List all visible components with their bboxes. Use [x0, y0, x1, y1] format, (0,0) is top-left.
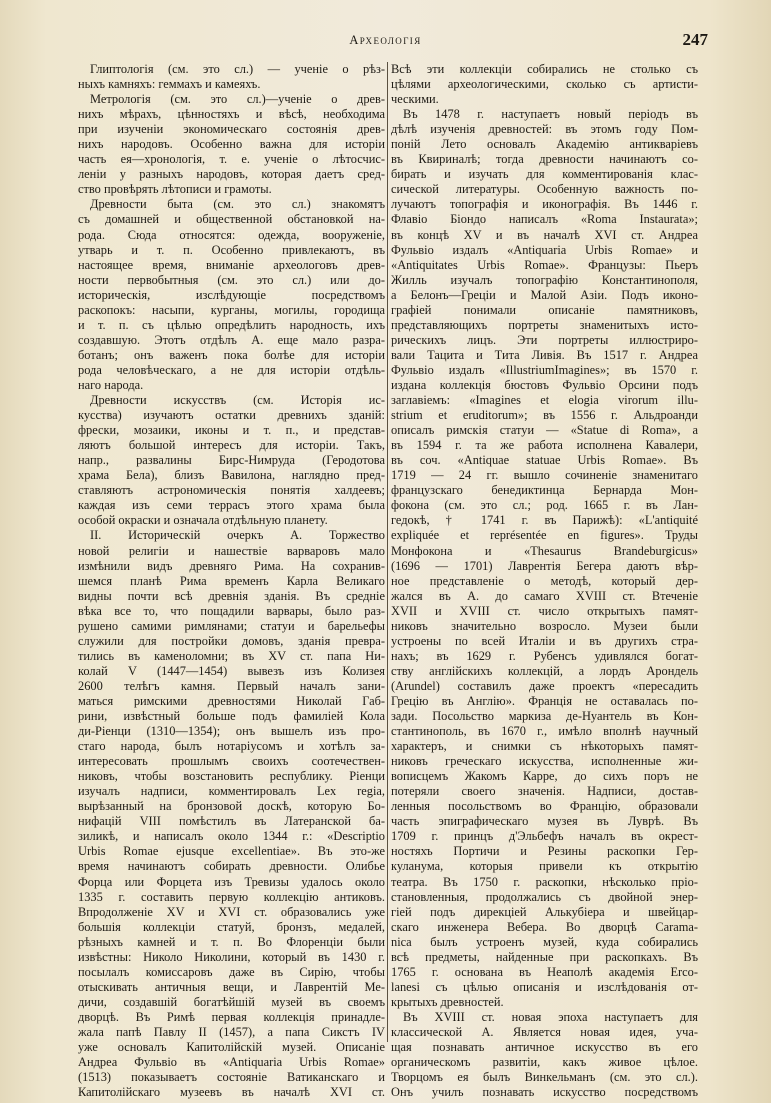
text-line: бирать и изучать для комментированія клас- — [391, 167, 698, 182]
text-line: ности первобытныя (см. это сл.) или до- — [78, 272, 385, 287]
text-line: органическомъ развитіи, какъ живое цѣлое. — [391, 1055, 698, 1070]
text-line: никовъ греческаго искусства, исполненные жи- — [391, 754, 698, 769]
text-line: жался въ А. до самаго XVIII ст. Втеченіе — [391, 588, 698, 603]
text-line: въ Квириналѣ; тогда древности начинаютъ со- — [391, 152, 698, 167]
text-line: напр., развалины Бирс-Нимруда (Геродотова — [78, 453, 385, 468]
text-line: въ соч. «Antiquae statuae Urbis Romae». Въ — [391, 453, 698, 468]
text-line: ныхъ камняхъ: геммахъ и камеяхъ. — [78, 77, 261, 92]
text-line: изучалъ надписи, комментировалъ Lex regia, — [78, 784, 385, 799]
text-line: особой окраски и означала отдѣльную планету. — [78, 513, 328, 528]
text-line: фокона (см. это сл.; род. 1665 г. въ Лан- — [391, 498, 698, 513]
text-line: Фульвіо издалъ «IllustriumImagines»; въ 1570 г. — [391, 362, 698, 377]
text-line: рушено самими римлянами; статуи и барельефы — [78, 618, 385, 633]
text-line: создавшую. Этотъ отдѣлъ А. еще мало разра- — [78, 332, 385, 347]
text-line: храма Бела), близъ Вавилона, наглядно пред- — [78, 468, 385, 483]
text-line: рини, извѣстный больше подъ фамиліей Кола — [78, 709, 385, 724]
text-line: Метрологія (см. это сл.)—ученіе о древ- — [90, 92, 385, 107]
column-divider — [387, 62, 388, 1042]
text-line: ляютъ большой интересъ для исторіи. Такъ, — [78, 438, 385, 453]
text-line: ностяхъ Портичи и Резины раскопки Гер- — [391, 844, 698, 859]
text-line: дворцѣ. Въ Римѣ первая коллекція принадле- — [78, 1009, 385, 1024]
text-line: новой религіи и нашествіе варваровъ мало — [78, 543, 385, 558]
text-line: Андреа Фульвіо въ «Antiquaria Urbis Romae» — [78, 1055, 385, 1070]
text-line: (1696 — 1701) Лаврентія Бегера даютъ вѣр- — [391, 558, 698, 573]
text-line: тились въ каменоломни; въ XV ст. папа Ни- — [78, 648, 385, 663]
text-line: большія коллекціи статуй, бронзъ, медалей, — [78, 919, 385, 934]
text-line: нифацій VIII помѣстилъ въ Латеранской ба- — [78, 814, 385, 829]
text-line: характеръ, и снимки съ нѣкоторыхъ памят- — [391, 739, 698, 754]
text-line: Въ 1478 г. наступаетъ новый періодъ въ — [403, 107, 698, 122]
text-line: гедокѣ, † 1741 г. въ Парижѣ): «L'antiquité — [391, 513, 698, 528]
text-line: становленныя, продолжались съ двойной энер- — [391, 889, 698, 904]
text-line: ди-Ріенци (1310—1354); онъ вышелъ изъ про- — [78, 724, 385, 739]
text-line: колай V (1447—1454) вывезъ изъ Колизея — [78, 663, 385, 678]
text-line: часть эпиграфическаго музея въ Луврѣ. Въ — [391, 814, 698, 829]
text-line: устроены по всей Италіи и въ другихъ стра- — [391, 633, 698, 648]
text-line: ство провѣрять лѣтописи и грамоты. — [78, 182, 272, 197]
text-line: Древности быта (см. это сл.) знакомятъ — [90, 197, 385, 212]
text-line: каждая изъ семи террасъ этого храма была — [78, 498, 385, 513]
text-line: вали Тацита и Тита Ливія. Въ 1517 г. Андреа — [391, 347, 698, 362]
text-line: Жилль изучалъ топографію Константинополя, — [391, 272, 698, 287]
text-line: (1513) показываетъ состояніе Ватиканскаго и — [78, 1070, 385, 1085]
text-line: 1719 — 24 гг. вышло сочиненіе знаменитаго — [391, 468, 698, 483]
text-line: рода. Сюда относятся: одежда, вооруженіе, — [78, 227, 385, 242]
text-line: фрески, мозаики, иконы и т. п., и представ- — [78, 423, 385, 438]
text-line: интересовать прошлымъ своихъ соотечествен- — [78, 754, 385, 769]
text-line: Urbis Romae ejusque excellentiae». Въ это-же — [78, 844, 385, 859]
text-line: потеряли своего значенія. Надписи, достав- — [391, 784, 698, 799]
text-line: лучаютъ топографія и иконографія. Въ 1446 г. — [391, 197, 698, 212]
text-line: рѣзныхъ камней и т. п. Во Флоренціи были — [78, 934, 385, 949]
text-line: Глиптологія (см. это сл.) — ученіе о рѣз- — [90, 62, 385, 76]
text-line: вописцемъ Жакомъ Карре, до сихъ поръ не — [391, 769, 698, 784]
text-line: измѣнили видъ древняго Рима. На сохранив- — [78, 558, 385, 573]
text-line: Всѣ эти коллекціи собирались не столько съ — [391, 62, 698, 76]
text-line: дѣлѣ изученія древностей: въ этомъ году Пом- — [391, 122, 698, 137]
text-line: II. Историческій очеркъ А. Торжество — [90, 528, 385, 543]
text-line: раскопокъ: насыпи, курганы, могилы, городища — [78, 302, 385, 317]
text-line: посылалъ комиссаровъ даже въ Сирію, чтобы — [78, 964, 385, 979]
text-line: леніи у разныхъ народовъ, которая даетъ сред- — [78, 167, 385, 182]
text-line: зиликѣ, и написалъ около 1344 г.: «Descriptio — [78, 829, 385, 844]
text-line: сической литературы. Особенную важность по- — [391, 182, 698, 197]
text-line: кусства) изучаютъ остатки древнихъ зданій: — [78, 408, 385, 423]
text-line: а Белонъ—Греціи и Малой Азіи. Подъ иконо- — [391, 287, 698, 302]
text-line: съ домашней и общественной обстановкой на- — [78, 212, 385, 227]
text-line: скаго инженера Вебера. Во дворцѣ Caramа- — [391, 919, 698, 934]
text-line: Флавіо Біондо написалъ «Roma Instaurata»; — [391, 212, 698, 227]
text-line: представляющихъ портреты знаменитыхъ исто- — [391, 317, 698, 332]
text-line: «Antiquitates Urbis Romae». Французы: Пьеръ — [391, 257, 698, 272]
text-line: ставляютъ астрономическія понятія халдеевъ; — [78, 483, 385, 498]
text-line: (Arundel) составилъ даже проектъ «пересадить — [391, 678, 698, 693]
text-line: гіей подъ дирекціей Алькубіера и швейцар- — [391, 904, 698, 919]
text-line: часть ея—хронологія, т. е. ученіе о лѣтосчис- — [78, 152, 385, 167]
running-title: Археологія — [349, 33, 422, 47]
right-column — [391, 62, 698, 1100]
text-line: куланума, которыя привели къ открытію — [391, 859, 698, 874]
text-line: 1765 г. основана въ Неаполѣ академія Erco- — [391, 964, 698, 979]
text-line: lanesi съ цѣлью описанія и изслѣдованія от- — [391, 979, 698, 994]
text-line: Монфокона и «Thesaurus Brandeburgicus» — [391, 543, 698, 558]
text-line: ботанъ; онъ важенъ пока болѣе для исторіи — [78, 347, 385, 362]
text-line: XVII и XVIII ст. число открытыхъ памят- — [391, 603, 698, 618]
text-line: всѣ предметы, найденные при раскопкахъ. Въ — [391, 949, 698, 964]
text-line: Грецію въ Англію». Франція не оставалась по- — [391, 693, 698, 708]
text-line: Впродолженіе XV и XVI ст. образовались уже — [78, 904, 385, 919]
text-line: 1335 г. составить первую коллекцію антиковъ. — [78, 889, 385, 904]
text-line: шемся планѣ Рима временъ Карла Великаго — [78, 573, 385, 588]
text-line: nica былъ устроенъ музей, куда собирались — [391, 934, 698, 949]
text-line: strium et eruditorum»; въ 1556 г. Альдроанди — [391, 408, 698, 423]
text-line: ческими. — [391, 92, 439, 107]
text-line: Фульвіо издалъ «Antiquaria Urbis Romae» и — [391, 242, 698, 257]
text-line: утварь и т. п. Особенно привлекаютъ, въ — [78, 242, 385, 257]
text-line: стантинополь, въ 1670 г., имѣло вполнѣ научный — [391, 724, 698, 739]
text-line: наго народа. — [78, 377, 144, 392]
text-line: нихъ мѣрахъ, цѣнностяхъ и вѣсѣ, необходима — [78, 107, 385, 122]
text-line: маться римскими древностями Николай Габ- — [78, 693, 385, 708]
text-line: никовъ, чтобы возстановить республику. Ріенци — [78, 769, 385, 784]
text-line: настоящее время, вниманіе археологовъ древ- — [78, 257, 385, 272]
text-line: и т. п. съ цѣлью опредѣлить народность, ихъ — [78, 317, 385, 332]
text-line: 2600 телѣгъ камня. Первый началъ зани- — [78, 678, 385, 693]
text-line: описалъ римскія статуи — «Statue di Roma», а — [391, 423, 698, 438]
text-line: жала папѣ Павлу II (1457), а папа Сикстъ IV — [78, 1025, 385, 1039]
text-line: служили для постройки домовъ, зданія превра- — [78, 633, 385, 648]
text-line: поній Лето основалъ Академію антикваріевъ — [391, 137, 698, 152]
text-line: дичи, создавшій богатѣйшій музей въ своемъ — [78, 994, 385, 1009]
page-header — [0, 30, 771, 54]
text-line: expliquée et représentée en figures». Труды — [391, 528, 698, 543]
text-line: крытыхъ древностей. — [391, 994, 504, 1009]
text-line: Форца или Форцета изъ Тревизы удалось около — [78, 874, 385, 889]
text-line: Творцомъ ея былъ Винкельманъ (см. это сл.). — [391, 1070, 698, 1085]
text-line: Древности искусствъ (см. Исторія ис- — [90, 393, 385, 408]
text-line: классической А. Является новая идея, уча- — [391, 1025, 698, 1039]
text-line: графіей понимали описаніе памятниковъ, — [391, 302, 698, 317]
text-line: рода человѣческаго, а не для исторіи отдѣль- — [78, 362, 385, 377]
text-line: рическихъ лицъ. Эти портреты иллюстриро- — [391, 332, 698, 347]
text-line: цѣлями археологическими, сколько съ артисти- — [391, 77, 698, 92]
text-line: театра. Въ 1750 г. раскопки, нѣсколько пріо- — [391, 874, 698, 889]
text-line: видны почти всѣ древнія зданія. Въ средніе — [78, 588, 385, 603]
text-line: ное представленіе о методѣ, который дер- — [391, 573, 698, 588]
text-line: Въ XVIII ст. новая эпоха наступаетъ для — [403, 1009, 698, 1024]
text-line: отыскивать античныя вещи, и Лаврентій Ме- — [78, 979, 385, 994]
text-line: въ концѣ XV и въ началѣ XVI ст. Андреа — [391, 227, 698, 242]
text-line: вѣка все то, что пощадили варвары, было раз- — [78, 603, 385, 618]
text-line: французскаго бенедиктинца Бернарда Мон- — [391, 483, 698, 498]
text-line: Капитолійскаго музеевъ въ началѣ XVI ст. — [78, 1085, 385, 1100]
text-line: при изученіи экономическаго состоянія древ- — [78, 122, 385, 137]
text-line: время начинаютъ собирать древности. Олибье — [78, 859, 385, 874]
text-line: въ 1594 г. та же работа исполнена Кавалери, — [391, 438, 698, 453]
text-line: нихъ народовъ. Особенно важна для исторіи — [78, 137, 385, 152]
text-line: вырѣзанный на бронзовой доскѣ, которую Бо- — [78, 799, 385, 814]
text-line: никовъ значительно возросло. Музеи были — [391, 618, 698, 633]
text-line: 1709 г. принцъ д'Эльбефъ началъ въ окрест- — [391, 829, 698, 844]
text-line: извѣстны: Николо Николини, который въ 1430 г. — [78, 949, 385, 964]
text-line: заглавіемъ: «Imagines et elogia virorum illu- — [391, 393, 698, 408]
text-line: историческія, изслѣдующіе посредствомъ — [78, 287, 385, 302]
text-line: щая познавать античное искусство въ его — [391, 1040, 698, 1055]
page-number: 247 — [682, 30, 708, 49]
text-line: ленныя посольствомъ во Францію, образовали — [391, 799, 698, 814]
text-line: издана коллекція бюстовъ Фульвіо Орсини подъ — [391, 377, 698, 392]
text-line: стаго народа, былъ нотаріусомъ и хотѣлъ за- — [78, 739, 385, 754]
text-line: уже основалъ Капитолійскій музей. Описаніе — [78, 1040, 385, 1055]
text-line: Онъ училъ познавать искусство посредствомъ — [391, 1085, 698, 1100]
text-line: нахъ; въ 1629 г. Рубенсъ удивлялся богат- — [391, 648, 698, 663]
text-line: ству англійскихъ коллекцій, а лордъ Арондель — [391, 663, 698, 678]
text-columns — [78, 62, 708, 1100]
left-column — [78, 62, 385, 1100]
text-line: зади. Посольство маркиза де-Нуантель въ Кон- — [391, 709, 698, 724]
